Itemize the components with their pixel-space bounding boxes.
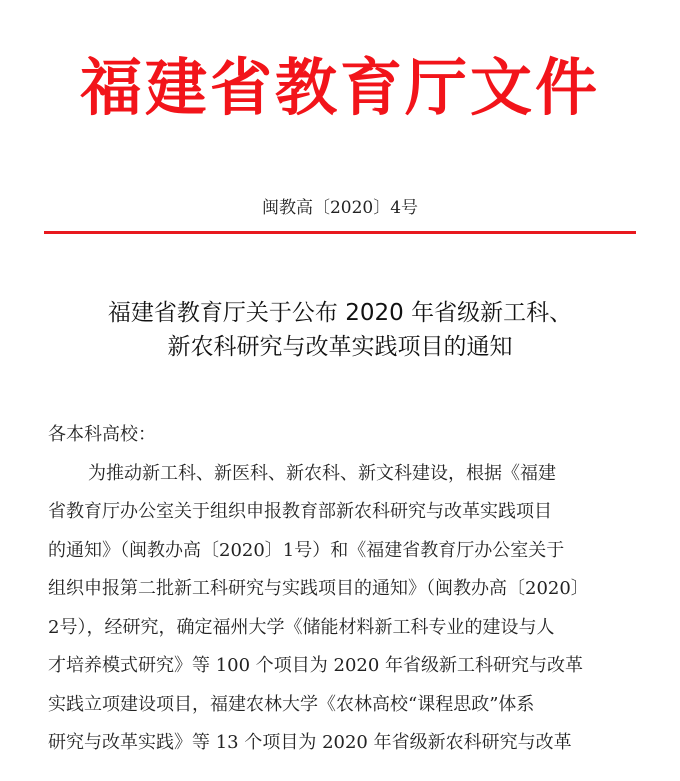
body-line-3: 的通知》（闽教办高〔2020〕1号）和《福建省教育厅办公室关于	[48, 539, 565, 561]
document-number: 闽教高〔2020〕4号	[261, 198, 419, 218]
body-line-2: 省教育厅办公室关于组织申报教育部新农科研究与改革实践项目	[48, 501, 552, 522]
red-divider-rule	[44, 231, 636, 234]
document-header-title: 福建省教育厅文件	[79, 51, 600, 124]
salutation: 各本科高校：	[48, 424, 156, 445]
notice-title	[0, 296, 680, 364]
notice-title-line-2: 新农科研究与改革实践项目的通知	[167, 334, 513, 360]
body-line-4: 组织申报第二批新工科研究与实践项目的通知》（闽教办高〔2020〕	[48, 578, 589, 599]
body-line-5: 2号），经研究，确定福州大学《储能材料新工科专业的建设与人	[48, 616, 555, 638]
body-line-1: 为推动新工科、新医科、新农科、新文科建设，根据《福建	[88, 462, 556, 484]
document-body	[48, 416, 636, 763]
body-line-6: 才培养模式研究》等 100 个项目为 2020 年省级新工科研究与改革	[48, 655, 584, 676]
body-line-7: 实践立项建设项目，福建农林大学《农林高校“课程思政”体系	[48, 693, 535, 715]
body-line-8: 研究与改革实践》等 13 个项目为 2020 年省级新农科研究与改革	[48, 732, 572, 753]
notice-title-line-1: 福建省教育厅关于公布 2020 年省级新工科、	[107, 300, 573, 326]
